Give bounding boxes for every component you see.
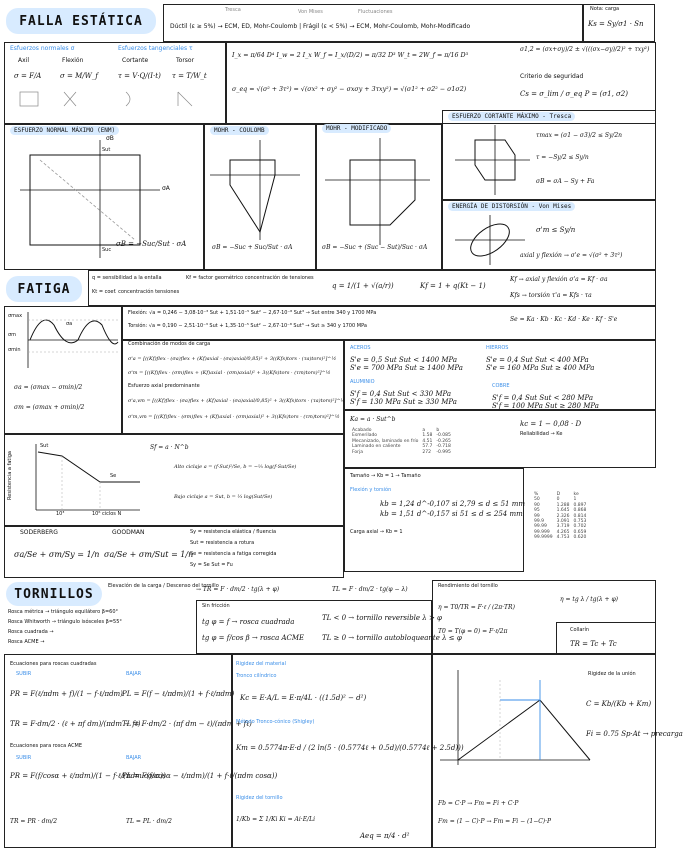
fatigue-title: FATIGA [6,276,82,302]
cell: 90 [534,502,540,508]
cell: 50 [534,497,540,503]
cell: -0.085 [436,433,451,439]
square-subir: SUBIR [16,671,32,677]
mc-title: MOHR - COULOMB [210,126,269,135]
stiffness-title: Rigidez del material [236,661,286,667]
enm-sut-label: Sut [102,147,111,153]
square-pl: PL = F(f − ℓ/πdm)/(1 + f·ℓ/πdm) [122,690,235,698]
cell: -0.995 [436,449,451,455]
cell: 0.620 [573,535,587,541]
stiffness-km: Km = 0.5774π·E·d / (2 ln(5 · (0.5774ℓ + 0.5d)/(0.5774ℓ + 2.5d))) [236,744,464,752]
ductile-line: Dúctil (ε ≥ 5%) → ECM, ED, Mohr-Coulomb | Frágil (ε < 5%) → ECM, Mohr-Coulomb, Mohr-Modificado [170,23,471,30]
sn-ylabel: Resistencia a fatiga [7,451,13,500]
thread-line-4: Rosca ACME → [8,639,45,645]
acme-title: Ecuaciones para rosca ACME [10,743,83,749]
self-lock-2: TL ≥ 0 → tornillo autobloqueante λ ≤ φ [322,634,462,642]
aluminio-1: S'f = 0,4 Sut Sut < 330 MPa [350,390,452,398]
size-title: Tamaño → Kb = 1 → Tamaño [350,473,421,479]
axil-formula: σ = F/A [14,72,42,80]
tag-fluct: Fluctuaciones [358,9,393,15]
th-b: b [436,428,440,433]
square-tl: TL = F·dm/2 · (πf dm − ℓ)/(πdm + fℓ) [122,720,252,728]
cell: 4.265 [556,529,570,535]
mm-title: MOHR - MODIFICADO [322,124,391,133]
acme-tr: TR = PR · dm/2 [10,818,58,825]
cell: Mecanizado, laminado en frío [352,438,419,444]
goodman-title: GOODMAN [112,529,145,536]
se-formula: Se = Ka · Kb · Kc · Kd · Ke · Kf · S'e [510,316,618,323]
thread-line-1: Rosca métrica → triángulo equilátero β=60° [8,609,119,615]
inertia-line: I_x = π/64 D⁴ I_w = 2 I_x W_f = I_x/(D/2) = π/32 D³ W_t = 2W_f = π/16 D³ [232,52,469,59]
square-title: Ecuaciones para roscas cuadradas [10,661,97,667]
cell: Esmerilado [352,433,378,439]
soderberg-eq: σa/Se + σm/Sy = 1/n [14,550,100,559]
stress-conc-formula: Ks = Sy/σ1 · Sn [588,20,644,28]
axial-m: σ'm,vm = [((Kf)flex · (σm)flex + (Kf)axial · (σm)axial)² + 3((Kfs)tors · (τm)tors)²]^½ [128,414,340,420]
vm-line-1: σ'm ≤ Sy/n [536,226,576,234]
sn-alto: Alto ciclaje a = (f·Sut)²/Se, b = −⅓ log(f·Sut/Se) [174,464,297,470]
size-l1: kb = 1,24 d^-0,107 si 2,79 ≤ d ≤ 51 mm [380,500,525,508]
enm-suc-label: Suc [102,247,112,253]
square-bajar: BAJAR [126,671,142,677]
combined-a: σ'a = [((Kf)flex · (σa)flex + (Kf)axial · (σa)axial/0,85)² + 3((Kfs)tors · (τa)tors)²]^½ [128,356,337,362]
friction-title: Sin fricción [202,603,230,609]
joint-title: Rigidez de la unión [588,671,636,677]
safety-criteria-title: Criterio de seguridad [520,73,584,80]
static-failure-title: FALLA ESTÁTICA [6,8,156,34]
eta-formula: η = tg λ / tg(λ + φ) [560,596,619,603]
cell: 0.897 [573,502,587,508]
aceros-title: ACEROS [350,345,371,351]
wave-smax: σmax [8,313,23,319]
cell: 57.7 [422,444,433,450]
cell: -0.718 [436,444,451,450]
kf-def: Kf = factor geométrico concentración de tensiones [186,275,314,281]
combined-m: σ'm = [((Kf)flex · (σm)flex + (Kf)axial · (σm)axial)² + 3((Kfs)tors · (τm)tors)²]^½ [128,370,331,376]
cell: 99.99 [534,524,547,530]
square-tr: TR = F·dm/2 · (ℓ + πf dm)/(πdm − fℓ) [10,720,141,728]
cell: Forja [352,449,364,455]
load-note: Nota: carga [590,6,620,12]
bolt-area: Aeq = π/4 · d² [360,832,410,840]
stiffness-cone: Tronco cilíndrico [236,673,277,679]
wave-sm: σm [8,332,17,338]
th-ke: ke [573,492,579,497]
screws-def: Elevación de la carga / Descenso del tornillo [108,583,219,589]
sigma-m-formula: σm = (σmax + σmin)/2 [14,404,85,411]
joint-fm: Fm = (1 − C)·P → Fm = Fi − (1−C)·P [438,818,552,825]
aluminio-2: S'f = 130 MPa Sut ≥ 330 MPa [350,398,457,406]
enm-sigmaA-label: σA [162,185,170,192]
crit-note-2: Sut = resistencia a rotura [190,540,255,546]
acme-bajar: BAJAR [126,755,142,761]
tresca-line-3: σB = σA − Sy + Fa [536,178,595,185]
sn-se: Se [110,473,117,479]
kf-axial: Kf → axial y flexión σ'a = Kf · σa [510,276,608,283]
vm-equivalent: σ_eq = √(σ² + 3τ²) = √(σx² + σy² − σxσy + 3τxy²) = √(σ1² + σ2² − σ1σ2) [232,86,467,93]
sn-1e3: 10³ [56,511,65,517]
th-d: D [556,492,561,497]
wave-sa: σa [66,321,73,327]
cortante-formula: τ = V·Q/(I·t) [118,72,161,80]
cell: Laminado en caliente [352,444,401,450]
hierros-1: S'e = 0,4 Sut Sut < 400 MPa [486,356,589,364]
cell: 0.868 [573,508,587,514]
sn-bajo: Bajo ciclaje a = Sut, b = ⅓ log(Sut/Se) [174,494,273,500]
size-load: Carga axial → Kb = 1 [350,529,403,535]
screws-title: TORNILLOS [6,582,102,606]
cell: 0.814 [573,513,587,519]
q-formula: q = 1/(1 + √(a/r)) [332,282,394,290]
vm-line-2: axial y flexión → σ'e = √(σ² + 3τ²) [520,252,623,259]
thread-line-3: Rosca cuadrada → [8,629,54,635]
collar-title: Collarín [570,627,590,633]
size-l2: kb = 1,51 d^-0,157 si 51 ≤ d ≤ 254 mm [380,510,523,518]
cell: 3.091 [556,518,570,524]
cell: 1.645 [556,508,570,514]
acme-subir: SUBIR [16,755,32,761]
enm-title: ESFUERZO NORMAL MÁXIMO (ENM) [10,126,119,135]
cortante-label: Cortante [122,57,149,64]
joint-precarga: Fi = 0.75 Sp·At → precarga [586,730,683,738]
shear-stress-title: Esfuerzos tangenciales τ [118,45,193,52]
stiffness-method: Método Tronco-cónico (Shigley) [236,719,315,725]
safety-criteria: Cs = σ_lim / σ_eq P = (σ1, σ2) [520,90,628,98]
hierros-2: S'e = 160 MPa Sut ≥ 400 MPa [486,364,595,372]
flexion-line: Flexión: √a = 0,246 − 3,08·10⁻³ Sut + 1,51·10⁻⁵ Sut² − 2,67·10⁻⁸ Sut³ → Sut entre 340 y 1700 MPa [128,310,377,316]
t0-formula: T0 = T(φ = 0) = F·ℓ/2π [438,628,508,635]
cell: 4.51 [422,438,433,444]
kf-torsion: Kfs → torsión τ'a = Kfs · τa [510,292,592,299]
cell: 2.326 [556,513,570,519]
screws-tr: → TR = F · dm/2 · tg(λ + φ) [196,586,280,593]
square-pr: PR = F(ℓ/πdm + f)/(1 − f·ℓ/πdm) [10,690,123,698]
cell: -0.265 [436,438,451,444]
axial-a: σ'a,vm = [((Kf)flex · (σa)flex + (Kf)axial · (σa)axial/0,85)² + 3((Kfs)tors · (τa)tors)²]^½ [128,398,346,404]
joint-fb: Fb = C·P → Fm = Fi + C·P [438,800,519,807]
ka-formula: Ka = a · Sut^b [350,416,396,423]
efficiency-formula: η = T0/TR = F·ℓ / (2π·TR) [438,604,515,611]
cell: 0 [556,497,560,503]
cobre-2: S'f = 100 MPa Sut ≥ 280 MPa [492,402,599,410]
crit-note-3: Se = resistencia a fatiga corregida [190,551,277,557]
cell: 99.9 [534,518,545,524]
crit-note-4: Sy = Se Sut = Fu [190,562,233,568]
axil-label: Axil [18,57,29,64]
soderberg-title: SODERBERG [20,529,58,536]
cell: 272 [422,449,431,455]
cell: 1.58 [422,433,433,439]
bolt-stiffness-title: Rigidez del tornillo [236,795,283,801]
cobre-1: S'f = 0,4 Sut Sut < 280 MPa [492,394,594,402]
cell: 1.288 [556,502,570,508]
aceros-1: S'e = 0,5 Sut Sut < 1400 MPa [350,356,458,364]
stiffness-kc: Kc = E·A/L = E·π/4L · ((1.5d)² − d²) [240,694,367,702]
tgp-square: tg φ = f → rosca cuadrada [202,618,295,626]
self-lock-1: TL < 0 → tornillo reversible λ > φ [322,614,442,622]
tag-vonmises: Von Mises [298,9,323,15]
wave-smin: σmin [8,347,21,353]
cell: 99.999 [534,529,550,535]
th-pct: % [534,492,539,497]
tresca-line-1: τmax = (σ1 − σ3)/2 ≤ Sy/2n [536,132,623,139]
vm-title: ENERGÍA DE DISTORSIÓN - Von Mises [448,202,575,211]
flexion-formula: σ = M/W_f [60,72,98,80]
efficiency-title: Rendimiento del tornillo [438,583,498,589]
sn-title: Sf = a · N^b [150,444,189,451]
mm-formula: σB = −Suc + (Suc − Sut)/Suc · σA [322,244,428,251]
cell: 1 [573,497,577,503]
enm-formula: σB = −Suc/Sut · σA [116,240,187,248]
th-a: a [422,428,426,433]
cell: 95 [534,508,540,514]
enm-sigmaB-label: σB [106,135,114,142]
size-flex-torsion: Flexión y torsión [350,487,392,493]
cobre-title: COBRE [492,383,510,389]
kc-formula: kc = 1 − 0,08 · D [520,420,582,428]
sigma-a-formula: σa = (σmax − σmin)/2 [14,384,83,391]
tresca-line-2: τ = −Sy/2 ≤ Sy/n [536,154,589,161]
cell: 99.9999 [534,535,553,541]
collar-formula: TR = Tc + Tc [570,640,617,648]
sn-1e6: 10⁶ ciclos N [92,511,122,517]
cell: 0.659 [573,529,587,535]
screws-tl: TL = F · dm/2 · tg(φ − λ) [332,586,408,593]
torsor-label: Torsor [176,57,195,64]
torsor-formula: τ = T/W_t [172,72,207,80]
th-acabado: Acabado [352,428,372,433]
joint-c: C = Kb/(Kb + Km) [586,700,652,708]
goodman-eq: σa/Se + σm/Sut = 1/n [104,550,194,559]
bolt-kb: 1/Kb = Σ 1/Ki Ki = Ai·E/Li [236,816,316,823]
kt-def: Kt = coef. concentración tensiones [92,289,180,295]
cell: 0.702 [573,524,587,530]
flexion-label: Flexión [62,57,84,64]
mc-formula: σB = −Suc + Suc/Sut · σA [212,244,293,251]
cell: 3.719 [556,524,570,530]
kf-formula: Kf = 1 + q(Kt − 1) [420,282,486,290]
cell: 4.753 [556,535,570,541]
tgp-acme: tg φ = f/cos β → rosca ACME [202,634,305,642]
combined-title: Combinación de modos de carga [128,341,211,347]
sn-sut: Sut [40,443,49,449]
thread-line-2: Rosca Whitworth → triángulo isósceles β=55° [8,619,122,625]
aceros-2: S'e = 700 MPa Sut ≥ 1400 MPa [350,364,463,372]
acme-tl: TL = PL · dm/2 [126,818,172,825]
principal-stress: σ1,2 = (σx+σy)/2 ± √(((σx−σy)/2)² + τxy²) [520,46,650,53]
hierros-title: HIERROS [486,345,509,351]
cell: 99 [534,513,540,519]
cell: 0.753 [573,518,587,524]
reliability-label: Reliabilidad → Ke [520,431,563,437]
acme-pl: PL = F(f/cosα − ℓ/πdm)/(1 + f·ℓ/(πdm cosα)) [122,772,278,780]
tag-tresca: Tresca [225,7,241,13]
tresca-title: ESFUERZO CORTANTE MÁXIMO - Tresca [448,112,575,121]
axial-title: Esfuerzo axial predominante [128,383,200,389]
aluminio-title: ALUMINIO [350,379,375,385]
q-def: q = sensibilidad a la entalla [92,275,162,281]
acme-pr: PR = F(f/cosα + ℓ/πdm)/(1 − f·ℓ/(πdm cosα)) [10,772,166,780]
torsion-line: Torsión: √a = 0,190 − 2,51·10⁻³ Sut + 1,35·10⁻⁵ Sut² − 2,67·10⁻⁸ Sut³ → Sut ≥ 340 y 1700 MPa [128,323,367,329]
crit-note-1: Sy = resistencia elástica / fluencia [190,529,277,535]
normal-stress-title: Esfuerzos normales σ [10,45,75,52]
